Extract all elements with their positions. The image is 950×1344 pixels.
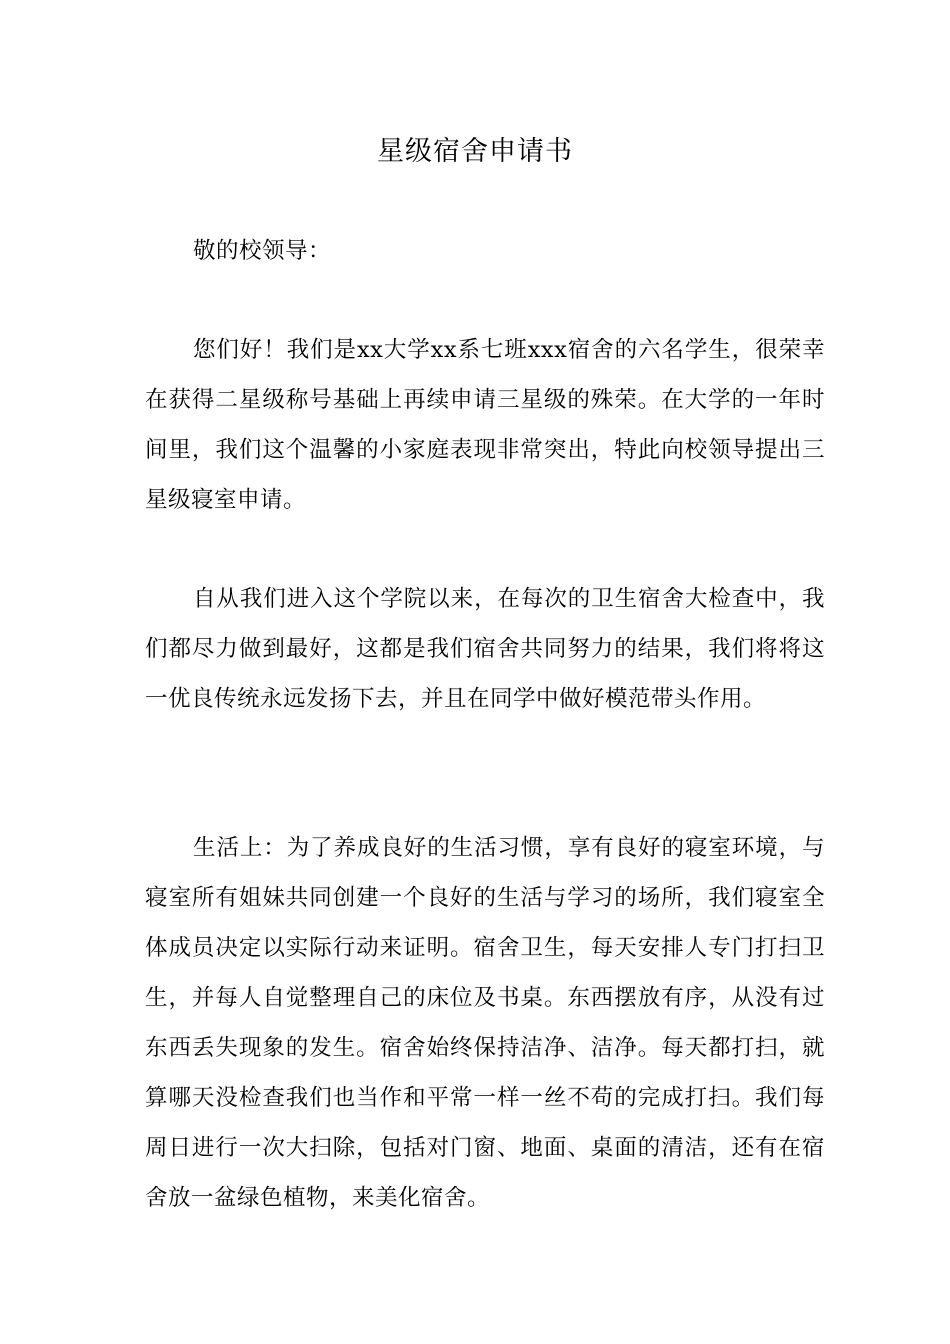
paragraph-daily-life: 生活上：为了养成良好的生活习惯，享有良好的寝室环境，与寝室所有姐妹共同创建一个良好的生活与学习的场所，我们寝室全体成员决定以实际行动来证明。宿舍卫生，每天安排人专门打扫卫生，并每人自觉整理自己的床位及书桌。东西摆放有序，从没有过东西丢失现象的发生。宿舍始终保持洁净、洁净。每天都打扫，就算哪天没检查我们也当作和平常一样一丝不苟的完成打扫。我们每周日进行一次大扫除，包括对门窗、地面、桌面的清洁，还有在宿舍放一盆绿色植物，来美化宿舍。 (145, 835, 825, 1211)
document-title: 星级宿舍申请书 (377, 136, 573, 167)
paragraph-hygiene-checks: 自从我们进入这个学院以来，在每次的卫生宿舍大检查中，我们都尽力做到最好，这都是我们宿舍共同努力的结果，我们将将这一优良传统永远发扬下去，并且在同学中做好模范带头作用。 (145, 586, 825, 712)
paragraph-greeting: 您们好！我们是xx大学xx系七班xxx宿舍的六名学生，很荣幸在获得二星级称号基础上再续申请三星级的殊荣。在大学的一年时间里，我们这个温馨的小家庭表现非常突出，特此向校领导提出三星级寝室申请。 (145, 337, 825, 513)
salutation: 敬的校领导： (193, 238, 332, 264)
